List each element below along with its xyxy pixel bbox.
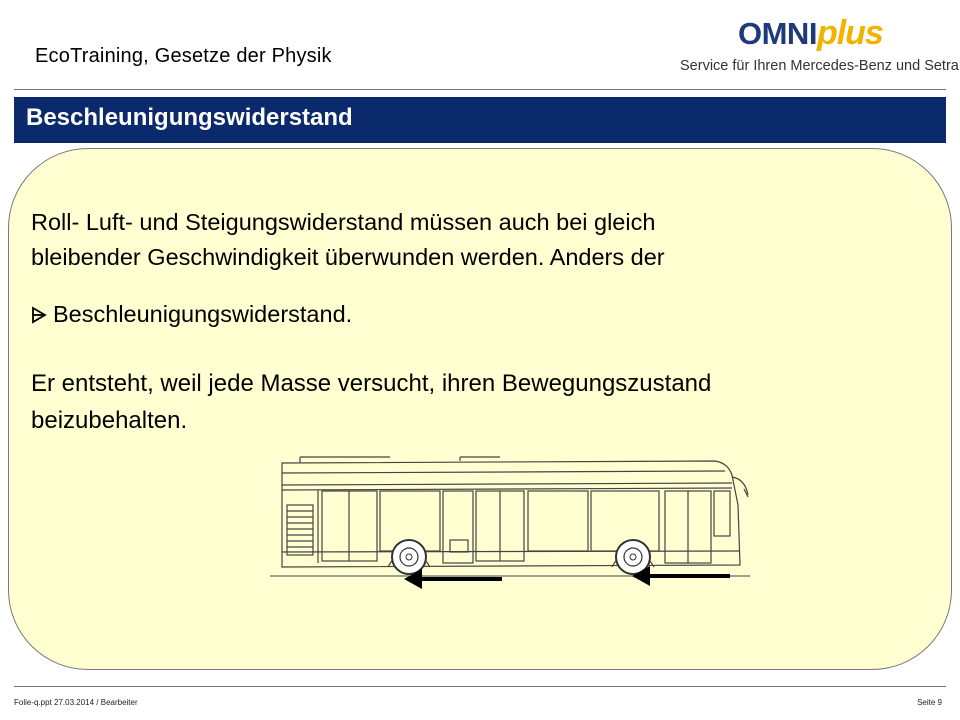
omniplus-logo [680,10,959,80]
header-divider [14,89,946,90]
intro-paragraph [31,205,665,275]
bullet-text: Beschleunigungswiderstand. [53,301,353,327]
bullet-item [31,301,352,328]
logo-omni-text: OMNI [738,16,817,51]
footer-divider [14,686,946,687]
bus-illustration [270,455,760,590]
presentation-title: EcoTraining, Gesetze der Physik [35,45,332,67]
footer-file-info: Folie-q.ppt 27.03.2014 / Bearbeiter [14,698,138,707]
footer-page-number: Seite 9 [917,698,942,707]
slide-title-bar [14,97,946,143]
explanation-line-2: beizubehalten. [31,407,188,434]
logo-tagline: Service für Ihren Mercedes-Benz und Setra [680,58,959,74]
arrow-bullet-icon [31,305,53,328]
explanation-line-1: Er entsteht, weil jede Masse versucht, ihren Bewegungszustand [31,370,712,397]
intro-line-2: bleibender Geschwindigkeit überwunden werden. Anders der [31,244,665,270]
slide-title: Beschleunigungswiderstand [26,104,353,131]
logo-plus-text: plus [816,14,883,52]
logo-wordmark [738,14,883,58]
intro-line-1: Roll- Luft- und Steigungswiderstand müssen auch bei gleich [31,209,656,235]
explanation-paragraph [31,365,711,439]
